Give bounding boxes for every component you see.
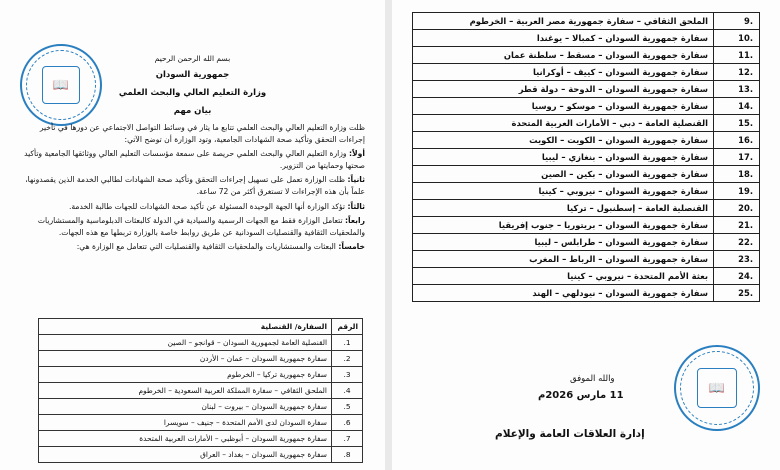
closing-phrase: والله الموفق — [570, 374, 615, 384]
row-embassy: سفارة جمهورية السودان – كييف – أوكرانيا — [413, 64, 714, 81]
point-1-text: وزارة التعليم العالي والبحث العلمي حريصة على سمعة مؤسسات التعليم العالي ووثائقها الجامعية وتأكيد صحتها وحمايتها من التزوير. — [24, 149, 365, 170]
republic-heading: جمهورية السودان — [155, 70, 230, 80]
left-page — [0, 0, 385, 470]
missions-table-part-2 — [412, 12, 760, 302]
table-row — [39, 351, 363, 367]
missions-table-part-1 — [38, 318, 363, 463]
row-number: .17 — [714, 149, 760, 166]
table-row — [413, 251, 760, 268]
seal-ring — [680, 351, 754, 425]
row-number: .13 — [714, 81, 760, 98]
row-embassy: سفارة جمهورية السودان – نيودلهي – الهند — [413, 285, 714, 302]
table-row — [413, 132, 760, 149]
row-embassy: الملحق الثقافي – سفارة المملكة العربية السعودية – الخرطوم — [39, 383, 332, 399]
row-embassy: الملحق الثقافي – سفارة جمهورية مصر العربية – الخرطوم — [413, 13, 714, 30]
row-embassy: بعثة الأمم المتحدة – نيروبي – كينيا — [413, 268, 714, 285]
book-icon: 📖 — [697, 368, 737, 408]
row-embassy: سفارة جمهورية السودان – كمبالا – يوغندا — [413, 30, 714, 47]
row-embassy: سفارة جمهورية تركيا – الخرطوم — [39, 367, 332, 383]
point-3-text: تؤكد الوزارة أنها الجهة الوحيدة المسئولة عن تأكيد صحة الشهادات للجهات طالبة الخدمة. — [68, 201, 346, 211]
table-row — [413, 47, 760, 64]
row-number: 6. — [332, 415, 363, 431]
row-number: .12 — [714, 64, 760, 81]
row-embassy: سفارة جمهورية السودان – نيروبي – كينيا — [413, 183, 714, 200]
row-embassy: سفارة جمهورية السودان – الرباط – المغرب — [413, 251, 714, 268]
row-number: 2. — [332, 351, 363, 367]
table-row — [413, 217, 760, 234]
table-row — [39, 447, 363, 463]
row-embassy: سفارة جمهورية السودان – مسقط – سلطنة عمان — [413, 47, 714, 64]
point-3-label: ثالثاً: — [347, 201, 365, 211]
row-number: .19 — [714, 183, 760, 200]
ministry-heading: وزارة التعليم العالي والبحث العلمي — [118, 88, 267, 98]
row-number: .24 — [714, 268, 760, 285]
row-embassy: سفارة جمهورية السودان – بنغازي – ليبيا — [413, 149, 714, 166]
row-number: .15 — [714, 115, 760, 132]
row-number: .23 — [714, 251, 760, 268]
table-row — [413, 98, 760, 115]
row-embassy: سفارة جمهورية السودان – الكويت – الكويت — [413, 132, 714, 149]
basmala: بسم الله الرحمن الرحيم — [154, 54, 231, 63]
table-row — [413, 183, 760, 200]
row-number: .10 — [714, 30, 760, 47]
row-number: 5. — [332, 399, 363, 415]
table-row — [413, 285, 760, 302]
point-2-text: ظلت الوزارة تعمل على تسهيل إجراءات التحقق وتأكيد صحة الشهادات لطالبي الخدمة الذين يقصدونها، علماً بأن هذه الإجراءات لا تستغرق أكثر من 72 ساعة. — [25, 175, 365, 196]
table-row — [39, 367, 363, 383]
row-number: .16 — [714, 132, 760, 149]
point-1-label: أولاً: — [348, 149, 365, 159]
intro-paragraph: ظلت وزارة التعليم العالي والبحث العلمي تتابع ما يثار في وسائط التواصل الاجتماعي عن دورها في تأخير إجراءات التحقق وتأكيد صحة الشهادات الجامعية، وتود الوزارة أن توضح الآتي: — [39, 123, 365, 144]
point-5-label: خامساً: — [338, 242, 365, 252]
row-embassy: سفارة السودان لدى الأمم المتحدة – جنيف – سويسرا — [39, 415, 332, 431]
row-embassy: سفارة جمهورية السودان – أبوظبي – الأمارات العربية المتحدة — [39, 431, 332, 447]
row-number: .20 — [714, 200, 760, 217]
table-row — [39, 399, 363, 415]
ministry-seal-right — [674, 345, 760, 431]
row-embassy: سفارة جمهورية السودان – بيروت – لبنان — [39, 399, 332, 415]
table-row — [39, 431, 363, 447]
point-5-text: البعثات والمستشاريات والملحقيات الثقافية والقنصليات التي تتعامل مع الوزارة هي: — [76, 242, 336, 252]
table-header-row — [39, 319, 363, 335]
table-row — [413, 30, 760, 47]
table-row — [413, 166, 760, 183]
row-embassy: سفارة جمهورية السودان – بغداد – العراق — [39, 447, 332, 463]
row-number: .9 — [714, 13, 760, 30]
point-4-label: رابعاً: — [344, 216, 365, 226]
table-row — [39, 415, 363, 431]
book-icon: 📖 — [42, 66, 80, 104]
row-embassy: القنصلية العامة – إسطنبول – تركيا — [413, 200, 714, 217]
row-embassy: القنصلية العامة لجمهورية السودان – قوانجو – الصين — [39, 335, 332, 351]
table-row — [413, 115, 760, 132]
right-page — [392, 0, 780, 470]
table-row — [413, 268, 760, 285]
table-row — [413, 13, 760, 30]
table-row — [413, 64, 760, 81]
row-number: 4. — [332, 383, 363, 399]
row-number: 3. — [332, 367, 363, 383]
page-gutter — [385, 0, 392, 470]
point-2-label: ثانياً: — [347, 175, 365, 185]
table-row — [413, 200, 760, 217]
row-embassy: سفارة جمهورية السودان – بريتوريا – جنوب إفريقيا — [413, 217, 714, 234]
header-embassy: السفارة/ القنصلية — [39, 319, 332, 335]
row-embassy: سفارة جمهورية السودان – طرابلس – ليبيا — [413, 234, 714, 251]
row-number: .18 — [714, 166, 760, 183]
header-number: الرقم — [332, 319, 363, 335]
statement-date: 11 مارس 2026م — [538, 390, 624, 401]
row-number: .11 — [714, 47, 760, 64]
table-row — [39, 335, 363, 351]
table-row — [413, 234, 760, 251]
row-embassy: سفارة جمهورية السودان – عمان – الأردن — [39, 351, 332, 367]
row-number: .25 — [714, 285, 760, 302]
row-number: .14 — [714, 98, 760, 115]
row-embassy: القنصلية العامة – دبي – الأمارات العربية المتحدة — [413, 115, 714, 132]
issuing-department: إدارة العلاقات العامة والإعلام — [495, 428, 645, 440]
document-title: بيان مهم — [173, 106, 212, 116]
row-number: .21 — [714, 217, 760, 234]
row-embassy: سفارة جمهورية السودان – بكين – الصين — [413, 166, 714, 183]
row-number: .22 — [714, 234, 760, 251]
table-row — [39, 383, 363, 399]
statement-body — [20, 122, 365, 253]
table-row — [413, 81, 760, 98]
row-embassy: سفارة جمهورية السودان – الدوحة – دولة قطر — [413, 81, 714, 98]
row-number: 1. — [332, 335, 363, 351]
row-number: 7. — [332, 431, 363, 447]
row-embassy: سفارة جمهورية السودان – موسكو – روسيا — [413, 98, 714, 115]
table-row — [413, 149, 760, 166]
point-4-text: تتعامل الوزارة فقط مع الجهات الرسمية والسيادية في الدولة كالبعثات الدبلوماسية والمستشاريات والملحقيات الثقافية والقنصليات السودانية عن طريق روابط خاصة بالوزارة تربطها مع هذه الجهات. — [37, 216, 365, 237]
row-number: 8. — [332, 447, 363, 463]
